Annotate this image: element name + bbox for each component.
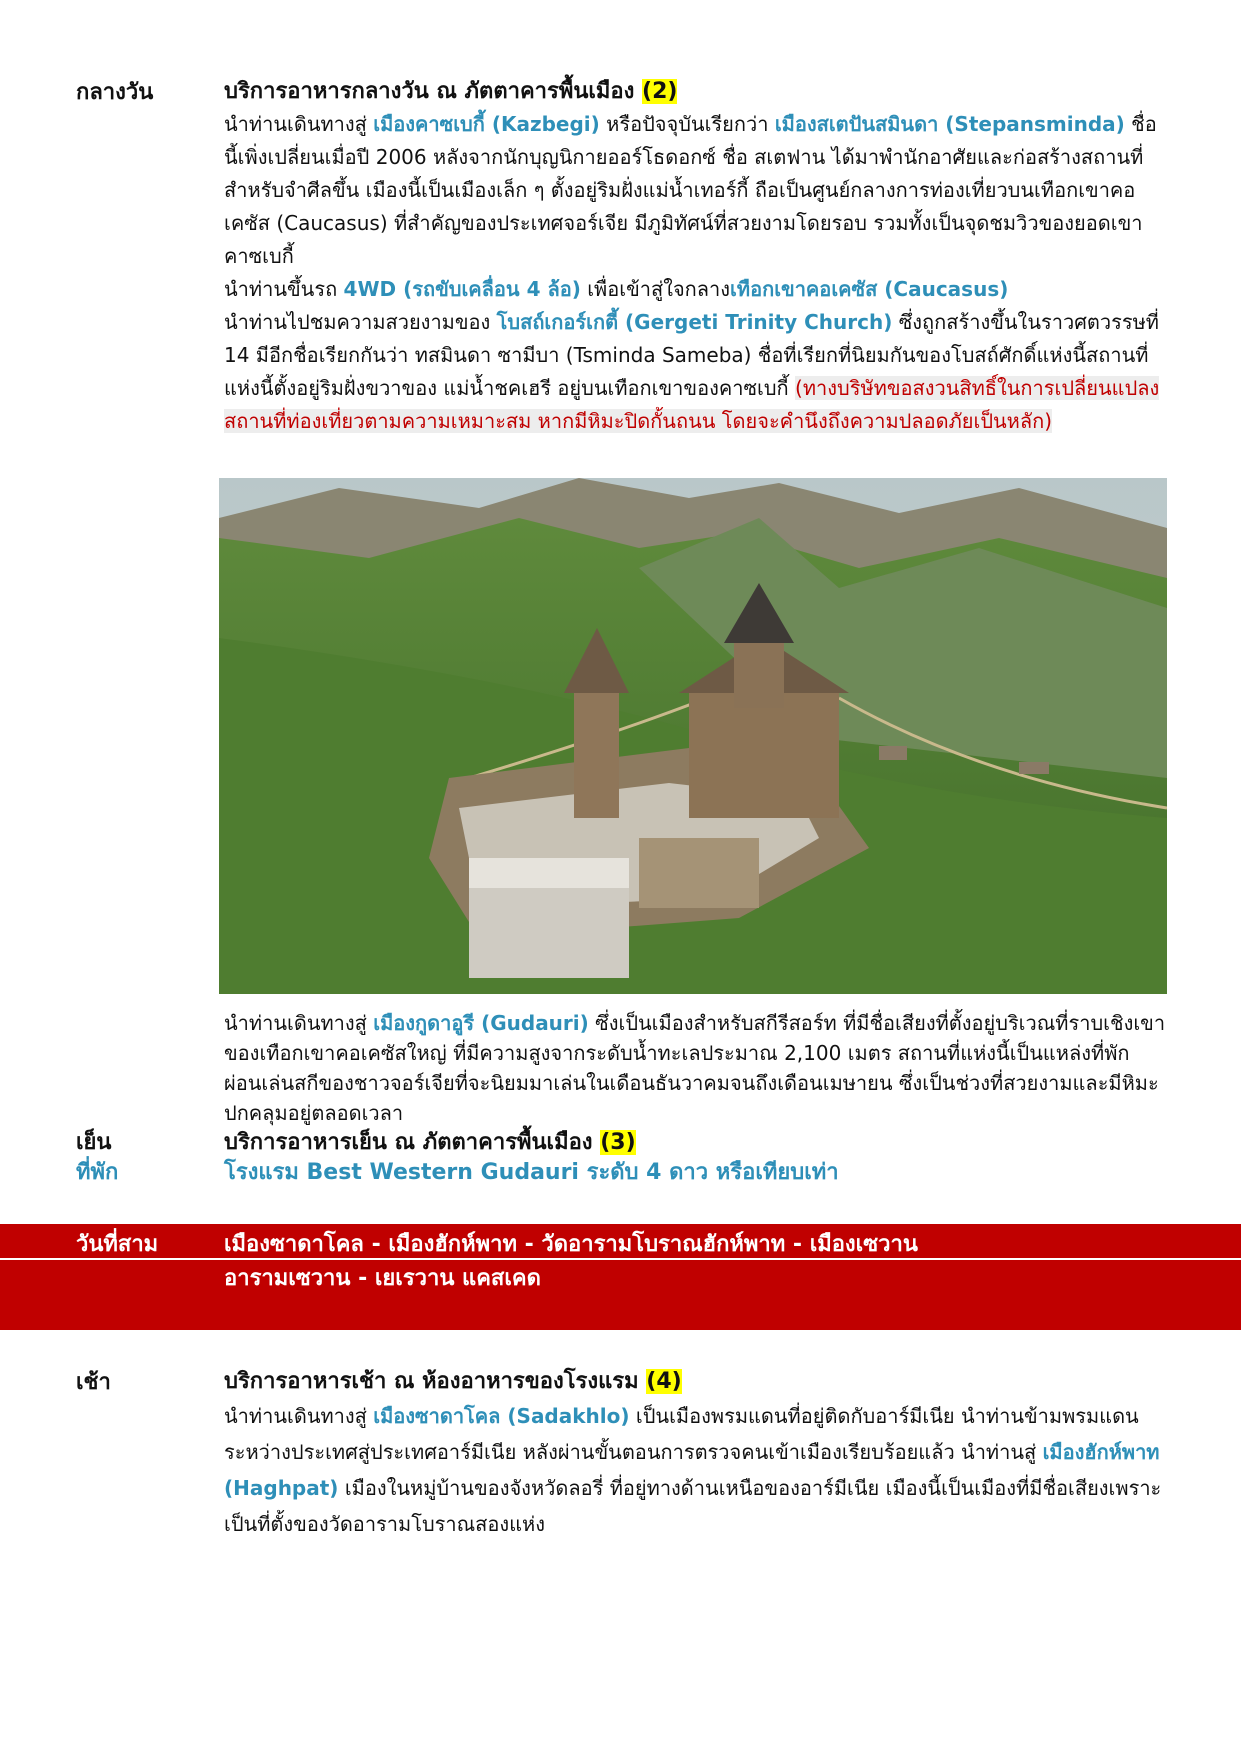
haghpat-highlight: เมืองฮักห์พาท (Haghpat) <box>224 1440 1160 1500</box>
gergeti-church-photo <box>219 478 1167 994</box>
sadakhlo-paragraph <box>224 1398 1166 1542</box>
dinner-text: บริการอาหารเย็น ณ ภัตตาคารพื้นเมือง <box>224 1130 593 1155</box>
text: นำท่านไปชมความสวยงามของ <box>224 310 491 334</box>
sadakhlo-highlight: เมืองซาดาโคล (Sadakhlo) <box>373 1404 630 1428</box>
text: เมืองในหมู่บ้านของจังหวัดลอรี่ ที่อยู่ทางด้านเหนือของอาร์มีเนีย เมืองนี้เป็นเมืองที่มีชื่อเสียงเพราะเป็นที่ตั้งของวัดอารามโบราณสองแห่ง <box>224 1476 1162 1536</box>
day-three-label: วันที่สาม <box>76 1232 159 1257</box>
text: นำท่านขึ้นรถ <box>224 277 338 301</box>
breakfast-text: บริการอาหารเช้า ณ ห้องอาหารของโรงแรม <box>224 1369 639 1394</box>
morning-label: เช้า <box>76 1370 111 1395</box>
meal-number-badge: (4) <box>646 1369 682 1394</box>
hotel-label: ที่พัก <box>76 1160 119 1185</box>
4wd-highlight: 4WD (รถขับเคลื่อน 4 ล้อ) <box>343 277 581 301</box>
reservation-note: (ทางบริษัทขอสงวนสิทธิ์ในการเปลี่ยนแปลงสถานที่ท่องเที่ยวตามความเหมาะสม หากมีหิมะปิดกั้นถนน โดยจะคำนึงถึงความปลอดภัยเป็นหลัก) <box>224 376 1160 433</box>
4wd-paragraph <box>224 273 1166 306</box>
text: หรือปัจจุบันเรียกว่า <box>606 112 769 136</box>
text: เป็นเมืองพรมแดนที่อยู่ติดกับอาร์มีเนีย นำท่านข้ามพรมแดนระหว่างประเทศสู่ประเทศอาร์มีเนีย หลังผ่านขั้นตอนการตรวจคนเข้าเมืองเรียบร้อยแล้ว นำท่านสู่ <box>224 1404 1139 1464</box>
text: ซึ่งถูกสร้างขึ้นในราวศตวรรษที่ 14 มีอีกชื่อเรียกกันว่า ทสมินดา ซามีบา (Tsminda Sameba) ชื่อที่เรียกที่นิยมกันของโบสถ์ศักดิ์แห่งนี้สถานที่แห่งนี้ตั้งอยู่ริมฝั่งขวาของ แม่น้ำชคเฮรี อยู่บนเทือกเขาของคาซเบกี้ <box>224 310 1159 400</box>
text: ชื่อนี้เพิ่งเปลี่ยนเมื่อปี 2006 หลังจากนักบุญนิกายออร์โธดอกซ์ ชื่อ สเตฟาน ได้มาพำนักอาศัยและก่อสร้างสถานที่สำหรับจำศีลขึ้น เมืองนี้เป็นเมืองเล็ก ๆ ตั้งอยู่ริมฝั่งแม่น้ำเทอร์กี้ ถือเป็นศูนย์กลางการท่องเที่ยวบนเทือกเขาคอเคซัส (Caucasus) ที่สำคัญของประเทศจอร์เจีย มีภูมิทัศน์ที่สวยงามโดยรอบ รวมทั้งเป็นจุดชมวิวของยอดเขาคาซเบกี้ <box>224 112 1157 268</box>
text: เพื่อเข้าสู่ใจกลาง <box>587 277 731 301</box>
gergeti-church-highlight: โบสถ์เกอร์เกตี้ (Gergeti Trinity Church) <box>496 310 893 334</box>
lunch-heading <box>224 76 1166 108</box>
gudauri-paragraph <box>224 1008 1166 1128</box>
text: นำท่านเดินทางสู่ <box>224 1404 367 1428</box>
kazbegi-link: เมืองคาซเบกี้ (Kazbegi) <box>373 112 600 136</box>
afternoon-section <box>224 76 1166 438</box>
meal-number-badge: (2) <box>642 79 678 104</box>
text: นำท่านเดินทางสู่ <box>224 112 367 136</box>
caucasus-highlight: เทือกเขาคอเคซัส (Caucasus) <box>730 277 1009 301</box>
morning-section <box>224 1366 1166 1542</box>
lunch-text: บริการอาหารกลางวัน ณ ภัตตาคารพื้นเมือง <box>224 79 635 104</box>
text: นำท่านเดินทางสู่ <box>224 1011 367 1035</box>
hotel-text: โรงแรม Best Western Gudauri ระดับ 4 ดาว หรือเทียบเท่า <box>224 1160 839 1185</box>
gudauri-section <box>224 1008 1166 1128</box>
text: ซึ่งเป็นเมืองสำหรับสกีรีสอร์ท ที่มีชื่อเสียงที่ตั้งอยู่บริเวณที่ราบเชิงเขาของเทือกเขาคอเคซัสใหญ่ ที่มีความสูงจากระดับน้ำทะเลประมาณ 2,100 เมตร สถานที่แห่งนี้เป็นแหล่งที่พักผ่อนเล่นสกีของชาวจอร์เจียที่จะนิยมมาเล่นในเดือนธันวาคมจนถึงเดือนเมษายน ซึ่งเป็นช่วงที่สวยงามและมีหิมะปกคลุมอยู่ตลอดเวลา <box>224 1011 1166 1125</box>
stepansminda-link: เมืองสเตปันสมินดา (Stepansminda) <box>774 112 1125 136</box>
day-three-title-line1: เมืองซาดาโคล - เมืองฮักห์พาท - วัดอารามโบราณฮักห์พาท - เมืองเซวาน <box>224 1232 918 1257</box>
church-paragraph <box>224 306 1166 438</box>
day-three-title <box>224 1228 1166 1296</box>
dinner-heading <box>224 1127 1166 1159</box>
breakfast-heading <box>224 1366 1166 1398</box>
church-landscape-illustration <box>219 478 1167 994</box>
day-three-title-line2: อารามเซวาน - เยเรวาน แคสเคด <box>224 1266 541 1291</box>
afternoon-label: กลางวัน <box>76 80 154 105</box>
gudauri-highlight: เมืองกูดาอูรี (Gudauri) <box>373 1011 589 1035</box>
kazbegi-paragraph <box>224 108 1166 273</box>
meal-number-badge: (3) <box>600 1130 636 1155</box>
evening-label: เย็น <box>76 1130 112 1155</box>
